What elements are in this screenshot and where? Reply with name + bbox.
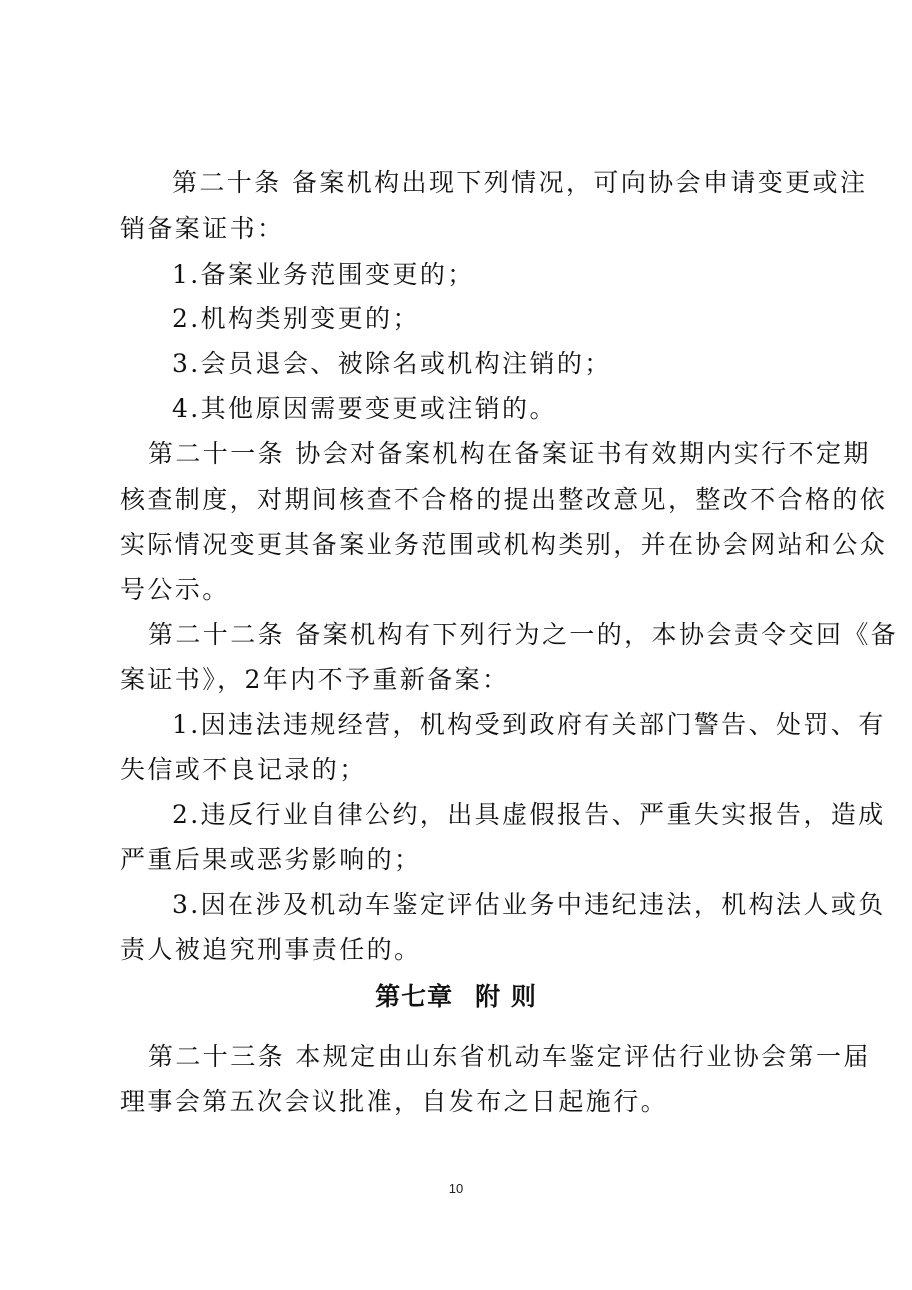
article-21-line-4: 号公示。 [120,575,230,604]
article-21-line-2: 核查制度，对期间核查不合格的提出整改意见，整改不合格的依 [120,485,888,514]
article-20-item-2: 2.机构类别变更的； [172,304,420,333]
article-20-line-2: 销备案证书： [120,214,285,243]
article-22-line-1: 第二十二条 备案机构有下列行为之一的，本协会责令交回《备 [148,620,899,649]
chapter-7-heading [0,980,912,1014]
article-22-item-2-line-1: 2.违反行业自律公约，出具虚假报告、严重失实报告，造成 [172,800,886,829]
article-22-item-3-line-2: 责人被追究刑事责任的。 [120,935,422,964]
article-22-item-1-line-2: 失信或不良记录的； [120,755,367,784]
article-21-line-3: 实际情况变更其备案业务范围或机构类别，并在协会网站和公众 [120,530,888,559]
article-20-item-4: 4.其他原因需要变更或注销的。 [172,394,557,423]
chapter-7-number: 第七章 [375,982,454,1011]
article-23-line-2: 理事会第五次会议批准，自发布之日起施行。 [120,1087,669,1116]
page-number: 10 [448,1181,464,1196]
article-20-item-3: 3.会员退会、被除名或机构注销的； [172,349,612,378]
article-22-item-3-line-1: 3.因在涉及机动车鉴定评估业务中违纪违法，机构法人或负 [172,890,886,919]
article-22-line-2: 案证书》，2年内不予重新备案： [120,665,510,694]
article-21-line-1: 第二十一条 协会对备案机构在备案证书有效期内实行不定期 [148,439,871,468]
article-20-item-1: 1.备案业务范围变更的； [172,260,475,289]
article-22-item-2-line-2: 严重后果或恶劣影响的； [120,845,422,874]
article-22-item-1-line-1: 1.因违法违规经营，机构受到政府有关部门警告、处罚、有 [172,710,886,739]
chapter-7-title: 附 则 [475,982,537,1011]
article-23-line-1: 第二十三条 本规定由山东省机动车鉴定评估行业协会第一届 [148,1042,871,1071]
article-20-line-1: 第二十条 备案机构出现下列情况，可向协会申请变更或注 [172,168,868,197]
